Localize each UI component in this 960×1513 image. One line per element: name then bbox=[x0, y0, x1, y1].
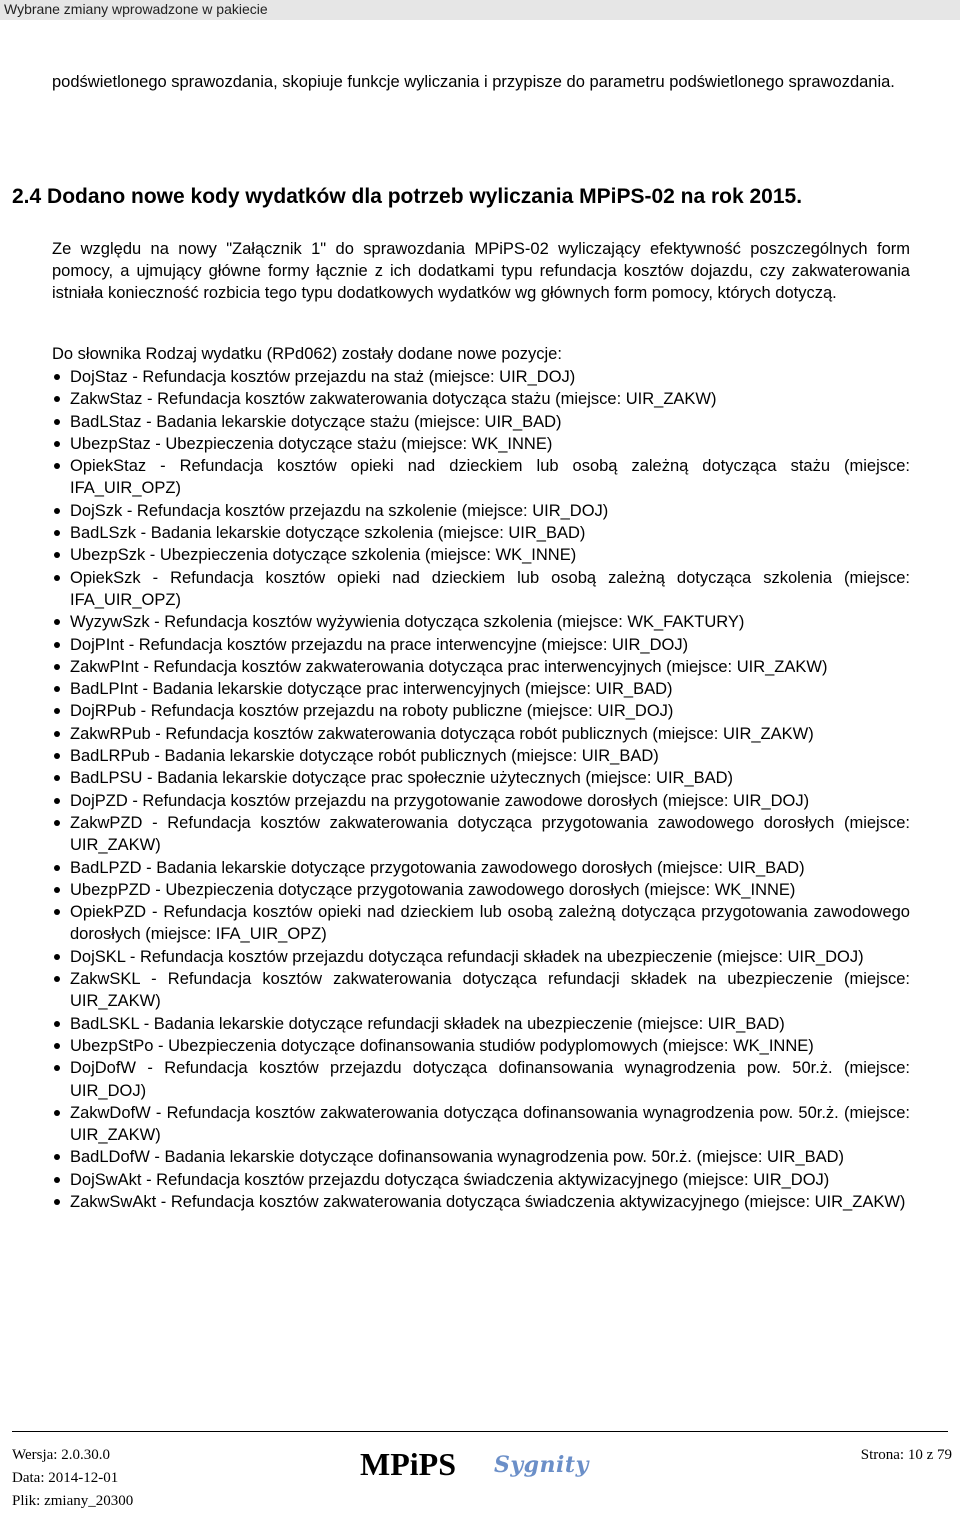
list-item: UbezpStPo - Ubezpieczenia dotyczące dofinansowania studiów podyplomowych (miejsce: WK_INNE) bbox=[52, 1035, 910, 1057]
footer-date: Data: 2014-12-01 bbox=[12, 1470, 119, 1486]
footer-version: Wersja: 2.0.30.0 bbox=[12, 1447, 110, 1463]
list-item: BadLSKL - Badania lekarskie dotyczące refundacji składek na ubezpieczenie (miejsce: UIR_BAD) bbox=[52, 1013, 910, 1035]
sygnity-logo: Sygnity bbox=[494, 1452, 589, 1478]
list-item: ZakwRPub - Refundacja kosztów zakwaterowania dotycząca robót publicznych (miejsce: UIR_ZAKW) bbox=[52, 723, 910, 745]
section-paragraph: Ze względu na nowy "Załącznik 1" do sprawozdania MPiPS-02 wyliczający efektywność poszczególnych form pomocy, a ujmujący główne formy łącznie z ich dodatkami typu refundacja kosztów dojazdu, czy zakwaterowania istniała konieczność rozbicia tego typu dodatkowych wydatków wg głównych form pomocy, których dotyczą. bbox=[52, 240, 910, 303]
list-item: OpiekStaz - Refundacja kosztów opieki nad dzieckiem lub osobą zależną dotycząca stażu (miejsce: IFA_UIR_OPZ) bbox=[52, 455, 910, 500]
list-item: ZakwSwAkt - Refundacja kosztów zakwaterowania dotycząca świadczenia aktywizacyjnego (miejsce: UIR_ZAKW) bbox=[52, 1191, 910, 1213]
list-item: ZakwStaz - Refundacja kosztów zakwaterowania dotycząca stażu (miejsce: UIR_ZAKW) bbox=[52, 388, 910, 410]
list-item: DojPZD - Refundacja kosztów przejazdu na przygotowanie zawodowe dorosłych (miejsce: UIR_DOJ) bbox=[52, 790, 910, 812]
list-item: UbezpStaz - Ubezpieczenia dotyczące stażu (miejsce: WK_INNE) bbox=[52, 433, 910, 455]
list-item: DojRPub - Refundacja kosztów przejazdu na roboty publiczne (miejsce: UIR_DOJ) bbox=[52, 700, 910, 722]
list-item: DojSwAkt - Refundacja kosztów przejazdu dotycząca świadczenia aktywizacyjnego (miejsce: UIR_DOJ) bbox=[52, 1169, 910, 1191]
list-item: BadLPSU - Badania lekarskie dotyczące prac społecznie użytecznych (miejsce: UIR_BAD) bbox=[52, 767, 910, 789]
list-item: OpiekPZD - Refundacja kosztów opieki nad dzieckiem lub osobą zależną dotycząca przygotowania zawodowego dorosłych (miejsce: IFA_UIR_OPZ) bbox=[52, 901, 910, 946]
footer-meta bbox=[12, 1444, 133, 1513]
page-header bbox=[0, 0, 960, 20]
list-item: BadLSzk - Badania lekarskie dotyczące szkolenia (miejsce: UIR_BAD) bbox=[52, 522, 910, 544]
page-number: Strona: 10 z 79 bbox=[860, 1447, 952, 1463]
header-title: Wybrane zmiany wprowadzone w pakiecie bbox=[4, 1, 268, 17]
list-item: UbezpPZD - Ubezpieczenia dotyczące przygotowania zawodowego dorosłych (miejsce: WK_INNE) bbox=[52, 879, 910, 901]
list-item: ZakwPInt - Refundacja kosztów zakwaterowania dotycząca prac interwencyjnych (miejsce: UIR_ZAKW) bbox=[52, 656, 910, 678]
footer-divider bbox=[12, 1431, 948, 1432]
list-item: DojDofW - Refundacja kosztów przejazdu dotycząca dofinansowania wynagrodzenia pow. 50r.ż. (miejsce: UIR_DOJ) bbox=[52, 1057, 910, 1102]
list-item: BadLStaz - Badania lekarskie dotyczące stażu (miejsce: UIR_BAD) bbox=[52, 411, 910, 433]
list-item: ZakwDofW - Refundacja kosztów zakwaterowania dotycząca dofinansowania wynagrodzenia pow. 50r.ż. (miejsce: UIR_ZAKW) bbox=[52, 1102, 910, 1147]
list-item: BadLPZD - Badania lekarskie dotyczące przygotowania zawodowego dorosłych (miejsce: UIR_BAD) bbox=[52, 857, 910, 879]
intro-text: podświetlonego sprawozdania, skopiuje funkcje wyliczania i przypisze do parametru podświetlonego sprawozdania. bbox=[52, 73, 895, 91]
footer-file: Plik: zmiany_20300 bbox=[12, 1493, 134, 1509]
list-item: WyzywSzk - Refundacja kosztów wyżywienia dotycząca szkolenia (miejsce: WK_FAKTURY) bbox=[52, 611, 910, 633]
mpips-logo: MPiPS bbox=[360, 1446, 456, 1482]
dictionary-intro: Do słownika Rodzaj wydatku (RPd062) zostały dodane nowe pozycje: bbox=[52, 345, 562, 363]
list-item: UbezpSzk - Ubezpieczenia dotyczące szkolenia (miejsce: WK_INNE) bbox=[52, 544, 910, 566]
list-item: ZakwPZD - Refundacja kosztów zakwaterowania dotycząca przygotowania zawodowego dorosłych (miejsce: UIR_ZAKW) bbox=[52, 812, 910, 857]
list-item: BadLPInt - Badania lekarskie dotyczące prac interwencyjnych (miejsce: UIR_BAD) bbox=[52, 678, 910, 700]
section-heading: 2.4 Dodano nowe kody wydatków dla potrzeb wyliczania MPiPS-02 na rok 2015. bbox=[12, 185, 803, 208]
new-entries-list bbox=[52, 366, 910, 1213]
list-item: OpiekSzk - Refundacja kosztów opieki nad dzieckiem lub osobą zależną dotycząca szkolenia (miejsce: IFA_UIR_OPZ) bbox=[52, 567, 910, 612]
list-item: DojSzk - Refundacja kosztów przejazdu na szkolenie (miejsce: UIR_DOJ) bbox=[52, 500, 910, 522]
list-item: DojStaz - Refundacja kosztów przejazdu na staż (miejsce: UIR_DOJ) bbox=[52, 366, 910, 388]
list-item: BadLRPub - Badania lekarskie dotyczące robót publicznych (miejsce: UIR_BAD) bbox=[52, 745, 910, 767]
list-item: DojSKL - Refundacja kosztów przejazdu dotycząca refundacji składek na ubezpieczenie (miejsce: UIR_DOJ) bbox=[52, 946, 910, 968]
list-item: BadLDofW - Badania lekarskie dotyczące dofinansowania wynagrodzenia pow. 50r.ż. (miejsce: UIR_BAD) bbox=[52, 1146, 910, 1168]
list-item: DojPInt - Refundacja kosztów przejazdu na prace interwencyjne (miejsce: UIR_DOJ) bbox=[52, 634, 910, 656]
list-item: ZakwSKL - Refundacja kosztów zakwaterowania dotycząca refundacji składek na ubezpieczenie (miejsce: UIR_ZAKW) bbox=[52, 968, 910, 1013]
